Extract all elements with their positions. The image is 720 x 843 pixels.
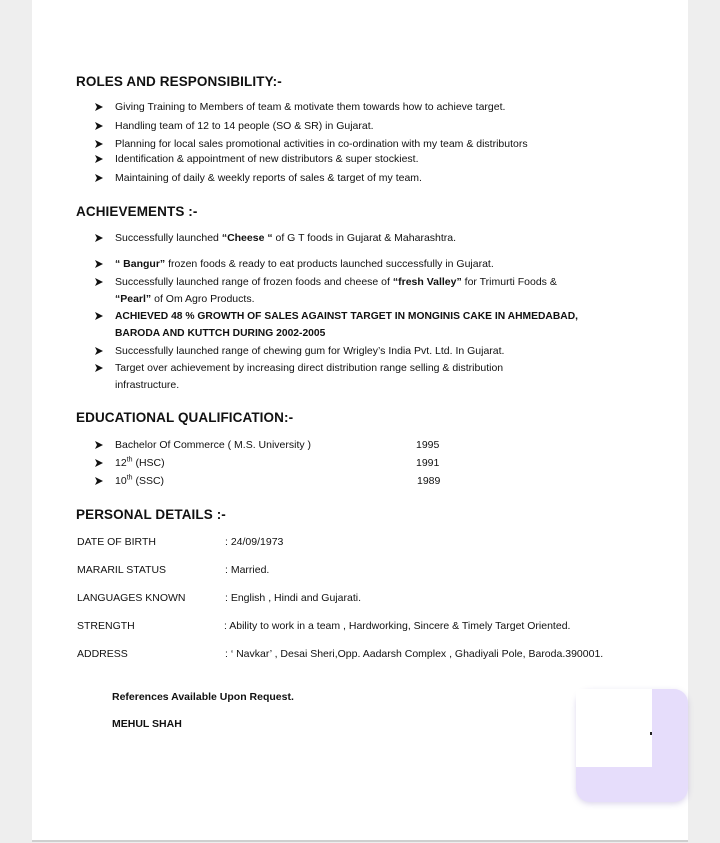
overlay-marker-icon [650, 732, 652, 735]
graduation-year: 1989 [417, 475, 441, 487]
arrow-bullet-icon [95, 343, 103, 360]
languages-value: : English , Hindi and Gujarati. [225, 592, 361, 604]
marital-status-value: : Married. [225, 564, 270, 576]
languages-label: LANGUAGES KNOWN [77, 592, 186, 604]
dob-label: DATE OF BIRTH [77, 536, 156, 548]
graduation-year: 1991 [416, 457, 440, 469]
arrow-bullet-icon [95, 230, 103, 247]
arrow-bullet-icon [95, 473, 103, 490]
roles-heading: ROLES AND RESPONSIBILITY:- [76, 74, 282, 89]
arrow-bullet-icon [95, 151, 103, 168]
arrow-bullet-icon [95, 308, 103, 325]
arrow-bullet-icon [95, 256, 103, 273]
references-note: References Available Upon Request. [112, 691, 294, 703]
arrow-bullet-icon [95, 274, 103, 291]
education-heading: EDUCATIONAL QUALIFICATION:- [76, 410, 294, 425]
arrow-bullet-icon [95, 118, 103, 135]
arrow-bullet-icon [95, 455, 103, 472]
address-label: ADDRESS [77, 648, 128, 660]
signature-name: MEHUL SHAH [112, 718, 182, 730]
overlay-preview [576, 689, 652, 767]
arrow-bullet-icon [95, 170, 103, 187]
address-value: : ‘ Navkar’ , Desai Sheri,Opp. Aadarsh Complex , Ghadiyali Pole, Baroda.390001. [225, 648, 604, 660]
personal-heading: PERSONAL DETAILS :- [76, 507, 226, 522]
arrow-bullet-icon [95, 360, 103, 377]
strength-value: : Ability to work in a team , Hardworking, Sincere & Timely Target Oriented. [224, 620, 571, 632]
arrow-bullet-icon [95, 437, 103, 454]
marital-status-label: MARARIL STATUS [77, 564, 167, 576]
graduation-year: 1995 [416, 439, 440, 451]
achievements-heading: ACHIEVEMENTS :- [76, 204, 198, 219]
strength-label: STRENGTH [77, 620, 135, 632]
dob-value: : 24/09/1973 [225, 536, 284, 548]
arrow-bullet-icon [95, 99, 103, 116]
page-divider [32, 840, 688, 842]
